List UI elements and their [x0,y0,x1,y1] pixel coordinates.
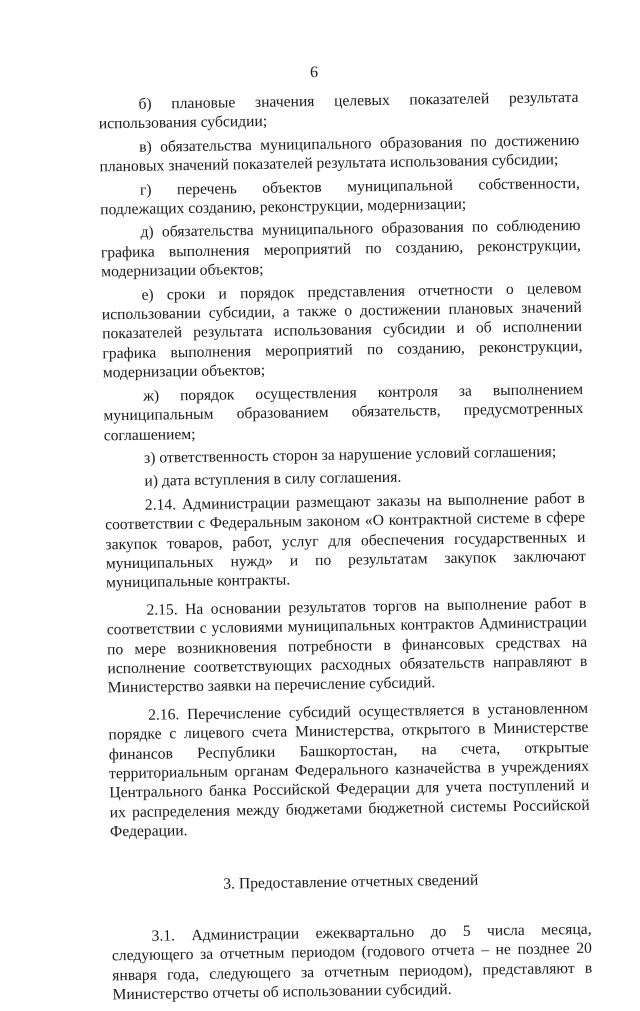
paragraph-2-14: 2.14. Администрации размещают заказы на выполнение работ в соответствии с Федеральным законом «О контрактной системе в сфере закупок товаров, работ, услуг для обеспечения государственных и муниципальных нужд» и по результатам закупок заключают муниципальные контракты. [105,489,586,592]
document-body [98,88,592,1009]
paragraph-item-i: и) дата вступления в силу соглашения. [144,469,402,491]
paragraph-item-e: е) сроки и порядок представления отчетности о целевом использовании субсидии, а также о достижении плановых значений показателей результата использования субсидии и об исполнении графика выполнения мероприятий по созданию, реконструкции, модернизации объектов; [101,279,583,382]
section-heading: 3. Предоставление отчетных сведений [223,871,479,893]
page-number: 6 [309,63,319,82]
paragraph-2-16: 2.16. Перечисление субсидий осуществляется в установленном порядке с лицевого счета Министерства, открытого в Министерстве финансов Республики Башкортостан, на счета, открытые территориальным органам Федерального казначейства в учреждениях Центрального банка Российской Федерации для учета поступлений и их распределения между бюджетами бюджетной системы Российской Федерации. [108,699,590,841]
paragraph-item-d: д) обязательства муниципального образования по соблюдению графика выполнения мероприятий по созданию, реконструкции, модернизации объектов; [100,217,581,281]
paragraph-3-1: 3.1. Администрации ежеквартально до 5 числа месяца, следующего за отчетным периодом (годового отчета – не позднее 20 января года, следующего за отчетным периодом), представляют в Министерство отчеты об использовании субсидий. [111,920,593,1004]
paragraph-item-g: г) перечень объектов муниципальной собственности, подлежащих созданию, реконструкции, модернизации; [100,174,580,219]
paragraph-item-z: з) ответственность сторон за нарушение условий соглашения; [143,443,557,467]
paragraph-2-15: 2.15. На основании результатов торгов на выполнение работ в соответствии с условиями муниципальных контрактов Администрации по мере возникновения потребности в финансовых средствах на исполнение соответствующих расходных обязательств направляют в Министерство заявки на перечисление субсидий. [106,594,588,697]
paragraph-item-b: б) плановые значения целевых показателей результата использования субсидии; [98,88,579,133]
paragraph-item-v: в) обязательства муниципального образования по достижению плановых значений показателей результата использования субсидии; [99,131,580,176]
paragraph-item-zh: ж) порядок осуществления контроля за выполнением муниципальным образованием обязательств, предусмотренных соглашением; [103,380,584,444]
